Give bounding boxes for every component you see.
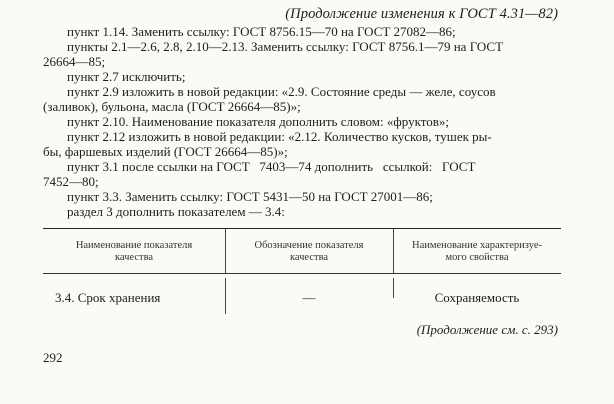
line-12: пункт 3.3. Заменить ссылку: ГОСТ 5431—50 на ГОСТ 27001—86; xyxy=(67,189,433,204)
amendment-text xyxy=(43,24,563,219)
page-header: (Продолжение изменения к ГОСТ 4.31—82) xyxy=(285,6,558,22)
continuation-note: (Продолжение см. с. 293) xyxy=(416,322,558,337)
line-4: пункт 2.7 исключить; xyxy=(67,69,186,84)
line-5: пункт 2.9 изложить в новой редакции: «2.9. Состояние среды — желе, соусов xyxy=(67,84,496,99)
table-header-property: Наименование характеризуе- мого свойства xyxy=(412,240,542,263)
table-header-designation: Обозначение показателя качества xyxy=(254,240,364,263)
table-top-rule xyxy=(43,228,561,229)
table-header-name: Наименование показателя качества xyxy=(75,240,193,263)
line-13: раздел 3 дополнить показателем — 3.4: xyxy=(67,204,285,219)
table-cell-indicator: 3.4. Срок хранения xyxy=(55,290,161,305)
line-2: пункты 2.1—2.6, 2.8, 2.10—2.13. Заменить ссылку: ГОСТ 8756.1—79 на ГОСТ xyxy=(67,39,504,54)
table-cell-property: Сохраняемость xyxy=(434,290,520,305)
line-8: пункт 2.12 изложить в новой редакции: «2.12. Количество кусков, тушек ры- xyxy=(67,129,492,144)
line-10: пункт 3.1 после ссылки на ГОСТ 7403—74 дополнить ссылкой: ГОСТ xyxy=(67,159,476,174)
line-3: 26664—85; xyxy=(43,54,106,69)
page-number: 292 xyxy=(43,350,63,365)
line-11: 7452—80; xyxy=(43,174,99,189)
line-1: пункт 1.14. Заменить ссылку: ГОСТ 8756.15—70 на ГОСТ 27082—86; xyxy=(67,24,456,39)
line-7: пункт 2.10. Наименование показателя дополнить словом: «фруктов»; xyxy=(67,114,450,129)
table-cell-designation: — xyxy=(302,290,316,305)
line-6: (заливок), бульона, масла (ГОСТ 26664—85)»; xyxy=(43,99,301,114)
table-header-rule xyxy=(43,273,561,274)
line-9: бы, фаршевых изделий (ГОСТ 26664—85)»; xyxy=(43,144,288,159)
